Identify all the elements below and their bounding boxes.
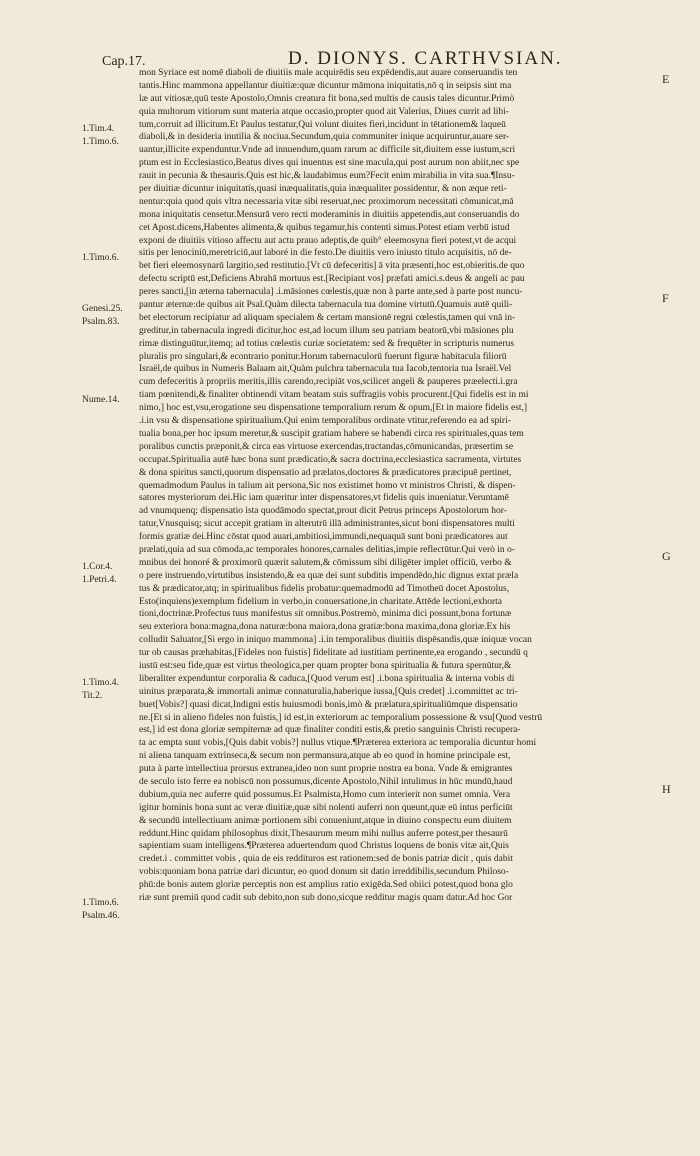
margin-reference: Nume.14. <box>82 394 120 405</box>
margin-reference: Psalm.83. <box>82 317 120 328</box>
text-line: prælati,quia ad sua cōmoda,ac temporales honores,carnales delitias,impie reflectūtur.Qui verò in o- <box>139 544 515 555</box>
section-letter: E <box>662 72 670 86</box>
chapter-label: Cap.17. <box>102 54 146 69</box>
page-title: D. DIONYS. CARTHVSIAN. <box>288 48 563 69</box>
text-line: ta ac empta sunt vobis,[Quis dabit vobis?] nullus vtique.¶Præterea exteriora ac temporalia dicuntur homi <box>139 738 537 749</box>
text-line: puta à parte intellectiua prorsus extranea,ideo non sunt proprie nostra ea bona. Vnde & emigrantes <box>139 764 513 775</box>
text-line: satores mysteriorum dei.Hic iam quæritur inter dispensatores,vt fidelis quis inueniatur.Veruntamē <box>139 493 509 504</box>
text-line: reddunt.Hinc quidam philosophus dixit,Thesaurum meum mihi nullus auferre potest,per thesaurū <box>139 828 508 839</box>
text-line: iustū est:seu fide,quæ est virtus theologica,per quam propter bona spiritualia & futura spernūtur,& <box>139 660 512 671</box>
text-line: pantur æternæ:de quibus ait Psal.Quàm dilecta tabernacula tua domine virtutū.Quamuis autē quili- <box>139 300 513 311</box>
text-line: & dona spiritus sancti,quorum dispensatio ad prælatos,doctores & prædicatores præcipuē pertinet, <box>139 467 512 478</box>
text-line: cum defeceritis à propriis meritis,illis carendo,recipiāt vos,scilicet angeli & pauperes præelecti.i.gra <box>139 377 518 388</box>
margin-reference: 1.Cor.4. <box>82 562 113 573</box>
text-line: tur ob causas præhabitas,[Fideles non fuistis] fidelitate ad iustitiam pertinente,ea erogando , secundū q <box>139 648 528 659</box>
text-line: ad vnumquenq; dispensatio ista quodāmodo spectat,prout dicit Petrus princeps Apostolorum hor- <box>139 506 507 517</box>
text-line: læ aut vitiosæ,quū teste Apostolo,Omnis creatura fit bona,sed multis de causis tales dicuntur.Primò <box>139 93 515 104</box>
margin-reference: 1.Timo.6. <box>82 252 119 263</box>
margin-reference: 1.Timo.4. <box>82 678 119 689</box>
margin-reference: 1.Timo.6. <box>82 136 119 147</box>
text-line: de seculo isto ferre ea nobiscū non possumus,dicente Apostolo,Nihil intulimus in hūc mundū,haud <box>139 776 513 787</box>
text-line: ne.[Et si in alieno fideles non fuistis,] id est,in exteriorum ac temporalium possessione & vsu[Quod vestrū <box>139 712 543 723</box>
text-line: ptum est in Ecclesiastico,Beatus dives qui inuentus est sine macula,qui post aurum non abiit,nec spe <box>139 158 520 169</box>
text-line: & secundū intellectiuam animæ portionem sibi conueniunt,atque in diuino conspectu eum diuitem <box>139 815 512 826</box>
text-line: quia multorum vitiorum sunt materia atque occasio,propter quod ait Valerius, Diues currit ad libi- <box>139 106 509 117</box>
text-line: mnibus dei honoré & proximorū quærit salutem,& cōmissum sibi diligēter implet officiū, verbo & <box>139 557 512 568</box>
text-line: vobis:quoniam bona patriæ dari dicuntur, eo quod donum sit datio irreddibilis,secundum Philoso- <box>139 867 509 878</box>
text-line: ni aliena tanquam extrinseca,& secum non permansura,atque ab eo quod in homine principale est, <box>139 751 511 762</box>
text-line: Israël,de quibus in Numeris Balaam ait,Quàm pulchra tabernacula tua Iacob,tentoria tua Israël.Vel <box>139 364 512 375</box>
text-line: Esto(inquiens)exemplum fidelium in verbo,in conuersatione,in charitate.Attēde lectioni,exhorta <box>139 596 502 607</box>
section-letter: H <box>662 781 671 796</box>
margin-reference: 1.Tim.4. <box>82 123 115 134</box>
text-line: defectu scriptū est,Deficiens Abrahā mortuus est.[Recipiant vos] præfati amici.s.deus & angeli ac pau <box>139 274 525 285</box>
text-line: buet[Vobis?] quasi dicat,Indigni estis huiusmodi bonis,imò & prælatura,spiritualiūmque dispensatio <box>139 699 518 710</box>
text-line: tus & prædicator,atq; in spiritualibus fidelis probatur:quemadmodū ad Timotheū docet Apostolus, <box>139 583 510 594</box>
text-line: credet.i . committet vobis , quia de eis reddituros est rationem:sed de bonis patriæ dicit , quis dabit <box>139 854 513 865</box>
text-line: per diuitiæ dicuntur iniquitatis,quasi inæqualitatis,quia inæqualiter possidentur, & non æque reti- <box>139 184 507 195</box>
text-line: mon Syriace est nomē diaboli de diuitiis male acquirēdis seu expēdendis,aut auare conseruandis ten <box>139 68 518 78</box>
text-line: tiam pœnitendi,& finaliter obtinendi vitam beatam suis suffragiis vobis procurent.[Qui fidelis est in mi <box>139 390 529 401</box>
text-line: occupat.Spiritualia autē hæc bona sunt prædicatio,& sacra doctrina,ecclesiastica sacramenta, virtutes <box>139 454 522 465</box>
text-line: .i.in vsu & dispensatione spiritualium.Qui enim temporalibus ordinate vtitur,referendo ea ad spiri- <box>139 416 511 427</box>
text-line: cet Apost.dicens,Habentes alimenta,& quibus tegamur,his contenti simus.Potest etiam verbū istud <box>139 222 510 233</box>
margin-reference: Tit.2. <box>82 691 103 702</box>
text-line: formis gratiæ dei.Hinc cōstat quod auari,ambitiosi,immundi,nequaquā sunt boni prædicatores aut <box>139 532 508 543</box>
text-line: bet fieri eleemosynarū largitio,sed restitutio.[Vt cū defeceritis] ā vita præsenti,hoc est,obieritis.de quo <box>139 261 525 272</box>
text-line: liberaliter expenduntur corporalia & caduca,[Quod verum est] .i.bona spiritualia & interna vobis di <box>139 673 515 684</box>
margin-reference: Genesi.25. <box>82 304 123 315</box>
text-line: rauit in pecunia & thesauris.Quis est hic,& laudabimus eum?Fecit enim mirabilia in vita sua.¶Insu- <box>139 171 515 182</box>
text-line: riæ sunt premiū quod cadit sub debito,non sub dono,sicque redditur magis quam datur.Ad hoc Gor <box>139 893 513 903</box>
text-line: pluralis pro singulari,& econtrario ponitur.Horum tabernaculorū fuerunt figuræ habitacula filiorū <box>139 351 507 362</box>
section-letter: G <box>662 549 671 564</box>
text-line: peres sancti,[in æterna tabernacula] .i.māsiones cœlestis,quæ non à parte ante,sed à parte post nuncu- <box>139 287 523 298</box>
text-line: phū:de bonis autem gloriæ perceptis non est amplius ratio exigēda.Sed obiici potest,quod bona glo <box>139 880 513 891</box>
text-line: dubium,quia nec auferre quid possumus.Et Psalmista,Homo cum interierit non sumet omnia. Vera <box>139 789 511 800</box>
text-line: colludit Saluator,[Si ergo in iniquo mammona] .i.in temporalibus diuitiis dispēsandis,quæ iniquæ vocan <box>139 635 532 646</box>
margin-reference: Psalm.46. <box>82 910 120 921</box>
margin-reference: 1.Timo.6. <box>82 897 119 908</box>
text-line: greditur,in tabernacula ingredi dicitur,hoc est,ad locum illum seu patriam beatorū,vbi māsiones plu <box>139 325 514 336</box>
text-line: tantis.Hinc mammona appellantur diuitiæ:quæ dicuntur māmona iniquitatis,nō q in seipsis sint ma <box>139 80 512 91</box>
text-line: exponi de diuitiis vitioso affectu aut actu prauo adeptis,de quib° eleemosyna fieri potest,vt de acqui <box>139 235 517 246</box>
text-line: tatur,Vnusquisq; sicut accepit gratiam in alterutrū illā administrantes,sicut boni dispensatores multi <box>139 519 515 530</box>
text-line: uantur,illicite expenduntur.Vnde ad innuendum,quam rarum ac difficile sit,diuitem esse iustum,scri <box>139 145 516 156</box>
text-line: nentur:quia quod quis vltra necessaria vitæ sibi reseruat,nec proximorum necessitati cōmunicat,mā <box>139 196 514 207</box>
text-line: bet electorum recipiatur ad aliquam specialem & certam mansionē regni cœlestis,tamen qui vnā in- <box>139 312 516 323</box>
text-line: sitis per lenociniū,meretriciū,aut laboré in die festo.De diuitiis vero iniusto titulo acquisitis, nō de- <box>139 248 512 259</box>
text-line: diaboli,& in desideria inutilia & nociua.Secundum,quia communiter inique acquiruntur,auare ser- <box>139 132 510 143</box>
text-line: uinitus præparata,& immortali animæ connaturalia,haberique iussa,[Quis credet] .i.committet ac tri- <box>139 686 518 697</box>
text-line: est,] id est dona gloriæ sempiternæ ad quæ finaliter conditi estis,& pretio sanguinis Christi recupera- <box>139 725 521 736</box>
text-line: seu exteriora bona:magna,dona naturæ:bona maiora,dona gratiæ:bona maxima,dona gloriæ.Ex his <box>139 622 511 633</box>
text-line: tum,corruit ad illicitum.Et Paulus testatur,Qui volunt diuites fieri,incidunt in tētationem& laqueū <box>139 119 506 130</box>
text-line: tioni,doctrinæ.Profectus tuus manifestus sit omnibus.Postremò, minima dici possunt,bona fortunæ <box>139 609 512 620</box>
text-line: sapientiam suam intelligens.¶Præterea aduertendum quod Christus loquens de bonis vitæ ait,Quis <box>139 841 510 852</box>
text-line: mona iniquitatis censetur.Mensurā vero recti moderaminis in diuitiis appetendis,aut conseruandis do <box>139 209 520 220</box>
text-line: poralibus cunctis præponit,& circa eas virtuose exercendas,tractandas,cōmunicandas, præsertim se <box>139 441 514 452</box>
text-line: o pere instruendo,virtutibus insistendo,& ea quæ dei sunt subditis impendēdo,hic dignus extat præla <box>139 570 519 581</box>
text-line: nimo,] hoc est,vsu,erogatione seu dispensatione temporalium rerum & opum,[Et in maiore fidelis est,] <box>139 403 528 414</box>
text-line: igitur hominis bona sunt ac veræ diuitiæ,quæ sibi nolenti auferri non queunt,quæ eū intus perficiūt <box>139 802 513 813</box>
section-letter: F <box>662 291 669 306</box>
body-text <box>139 67 658 905</box>
text-line: quemadmodum Paulus in talium ait persona,Sic nos existimet homo vt ministros Christi, & dispen- <box>139 480 516 491</box>
text-line: tualia bona,per hoc ipsum meretur,& suscipit gratiam habere se habendi circa res spirituales,quas tem <box>139 428 524 439</box>
margin-reference: 1.Petri.4. <box>82 575 117 586</box>
text-line: rimæ distinguūtur,itemq; ad totius cœlestis curiæ societatem: sed & frequēter in scripturis numerus <box>139 338 515 349</box>
